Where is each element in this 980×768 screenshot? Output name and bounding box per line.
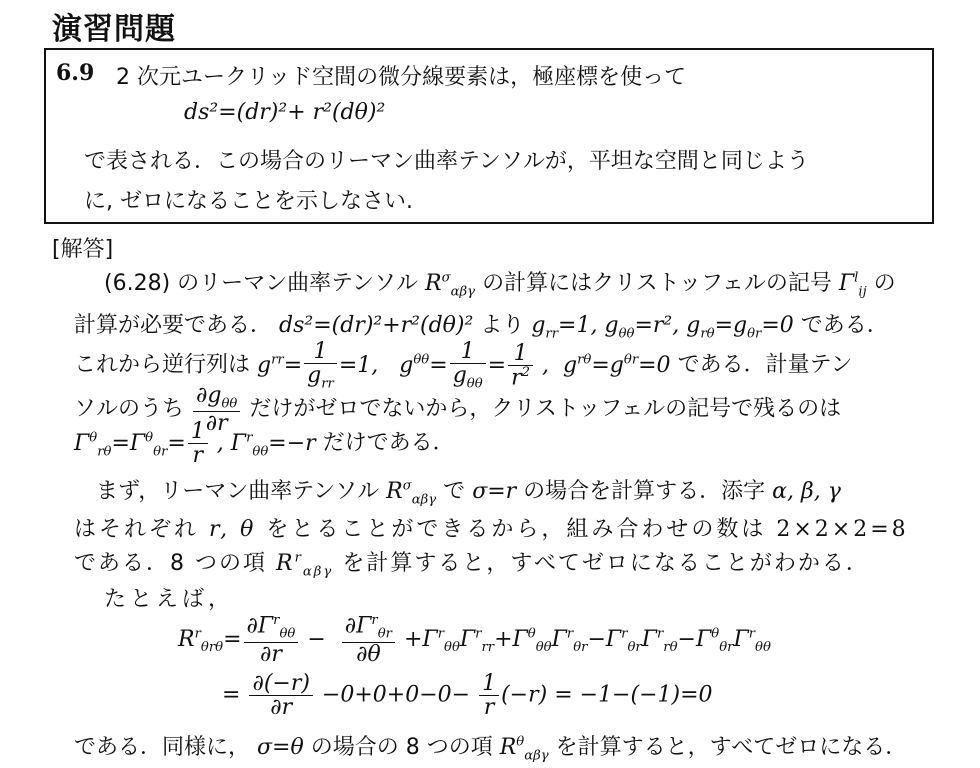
- math: α, β, γ: [772, 479, 841, 504]
- section-heading: 演習問題: [52, 12, 176, 47]
- text: である．同様に，: [74, 735, 251, 760]
- answer-p1-line-5: [74, 420, 455, 467]
- text: をとることができるから，組み合わせの数は: [266, 517, 767, 542]
- text: で: [443, 479, 466, 504]
- problem-number: 6.9: [56, 60, 95, 86]
- problem-line-1: 2 次元ユークリッド空間の微分線要素は，極座標を使って: [116, 65, 687, 90]
- problem-formula: ds²=(dr)²+ r²(dθ)²: [184, 100, 386, 125]
- text: だけである．: [322, 430, 455, 456]
- answer-p2-line-2: [74, 512, 909, 543]
- text: の場合を計算する．添字: [523, 479, 766, 504]
- math: $g_{\theta\theta}=r^2$,: [604, 313, 680, 342]
- riemann-tensor-symbol: $R^\sigma_{\alpha\beta\gamma}$: [425, 270, 476, 300]
- text: の場合の 8 つの項: [310, 735, 493, 760]
- text: より: [480, 313, 525, 338]
- text: である．8 つの項: [74, 551, 267, 576]
- riemann-tensor-symbol: $R^\sigma_{\alpha\beta\gamma}$: [386, 478, 437, 508]
- math: σ=θ: [257, 735, 304, 760]
- answer-label: [解答]: [52, 237, 114, 262]
- answer-p2-line-1: [96, 474, 841, 507]
- text: だけがゼロでないから，クリストッフェルの記号で残るのは: [249, 396, 842, 422]
- text: の計算にはクリストッフェルの記号: [482, 271, 832, 296]
- text: である．: [800, 313, 889, 338]
- christoffel-symbol: $\Gamma^l_{ij}$: [838, 270, 867, 300]
- text: を計算すると，すべてゼロになる．: [555, 735, 908, 760]
- text: まず，リーマン曲率テンソル: [96, 479, 380, 504]
- text: ソルのうち: [74, 396, 185, 422]
- problem-line-3: に, ゼロになることを示しなさい.: [84, 189, 413, 214]
- math: ds²=(dr)²+r²(dθ)²: [279, 313, 474, 338]
- equation-1: $R^r_{\theta r\theta}=$ $\frac{\partial\Gamma^r_{\theta\theta}}{\partial r}$ − $\frac{\partial\Gamma^r_{\theta r}}{\partial\theta}$ $+\Gamma^r_{\theta\theta}\Gamma^r_{rr}+\Gamma^\theta_{\theta\theta}\Gamma^r_{\theta r}-\Gamma^r_{\theta r}\Gamma^r_{r\theta}-\Gamma^\theta_{\theta r}\Gamma^r_{\theta\theta}$: [178, 613, 771, 667]
- answer-p1-line-1: [104, 266, 896, 299]
- math: $g^{rr}=$ $\frac{1}{g_{rr}}$ =1, $g^{\theta\theta}=$ $\frac{1}{g_{\theta\theta}}$ = $\frac{1}{r^2}$ , $g^{r\theta}=g^{\theta r}=0$: [257, 339, 671, 392]
- text: 計算が必要である．: [74, 313, 273, 338]
- answer-p1-line-2: [74, 308, 889, 341]
- math: 2×2×2=8: [776, 517, 909, 542]
- math: $g_{r\theta}=g_{\theta r}=0$: [686, 313, 794, 342]
- text: これから逆行列は: [74, 352, 251, 378]
- answer-p2-line-3: [74, 546, 870, 579]
- math: $R^r_{\alpha\beta\gamma}$: [276, 550, 334, 580]
- math: r, θ: [209, 517, 257, 542]
- math: σ=r: [472, 479, 517, 504]
- math: $g_{rr}=1$,: [531, 313, 598, 342]
- equation-2: = $\frac{\partial(-r)}{\partial r}$ −0+0+0−0− $\frac{1}{r}$ (−r) = −1−(−1)=0: [222, 671, 713, 721]
- problem-line-2: で表される．この場合のリーマン曲率テンソルが，平坦な空間と同じよう: [84, 149, 809, 174]
- text: (6.28) のリーマン曲率テンソル: [104, 271, 419, 296]
- math: $\Gamma^\theta_{r\theta}=\Gamma^\theta_{\theta r}=$ $\frac{1}{r}$ , $\Gamma^r_{\theta\theta}=-r$: [74, 419, 316, 469]
- text: を計算すると，すべてゼロになることがわかる．: [342, 551, 870, 576]
- text: である．計量テン: [677, 352, 853, 378]
- math: $R^\theta_{\alpha\beta\gamma}$: [499, 734, 549, 764]
- text: はそれぞれ: [74, 517, 200, 542]
- math: $\frac{\partial g_{\theta\theta}}{\partial r}$: [191, 397, 242, 422]
- answer-p2-last-line: [74, 730, 907, 763]
- text: の: [873, 271, 896, 296]
- answer-p2-line-4: たとえば，: [104, 587, 235, 612]
